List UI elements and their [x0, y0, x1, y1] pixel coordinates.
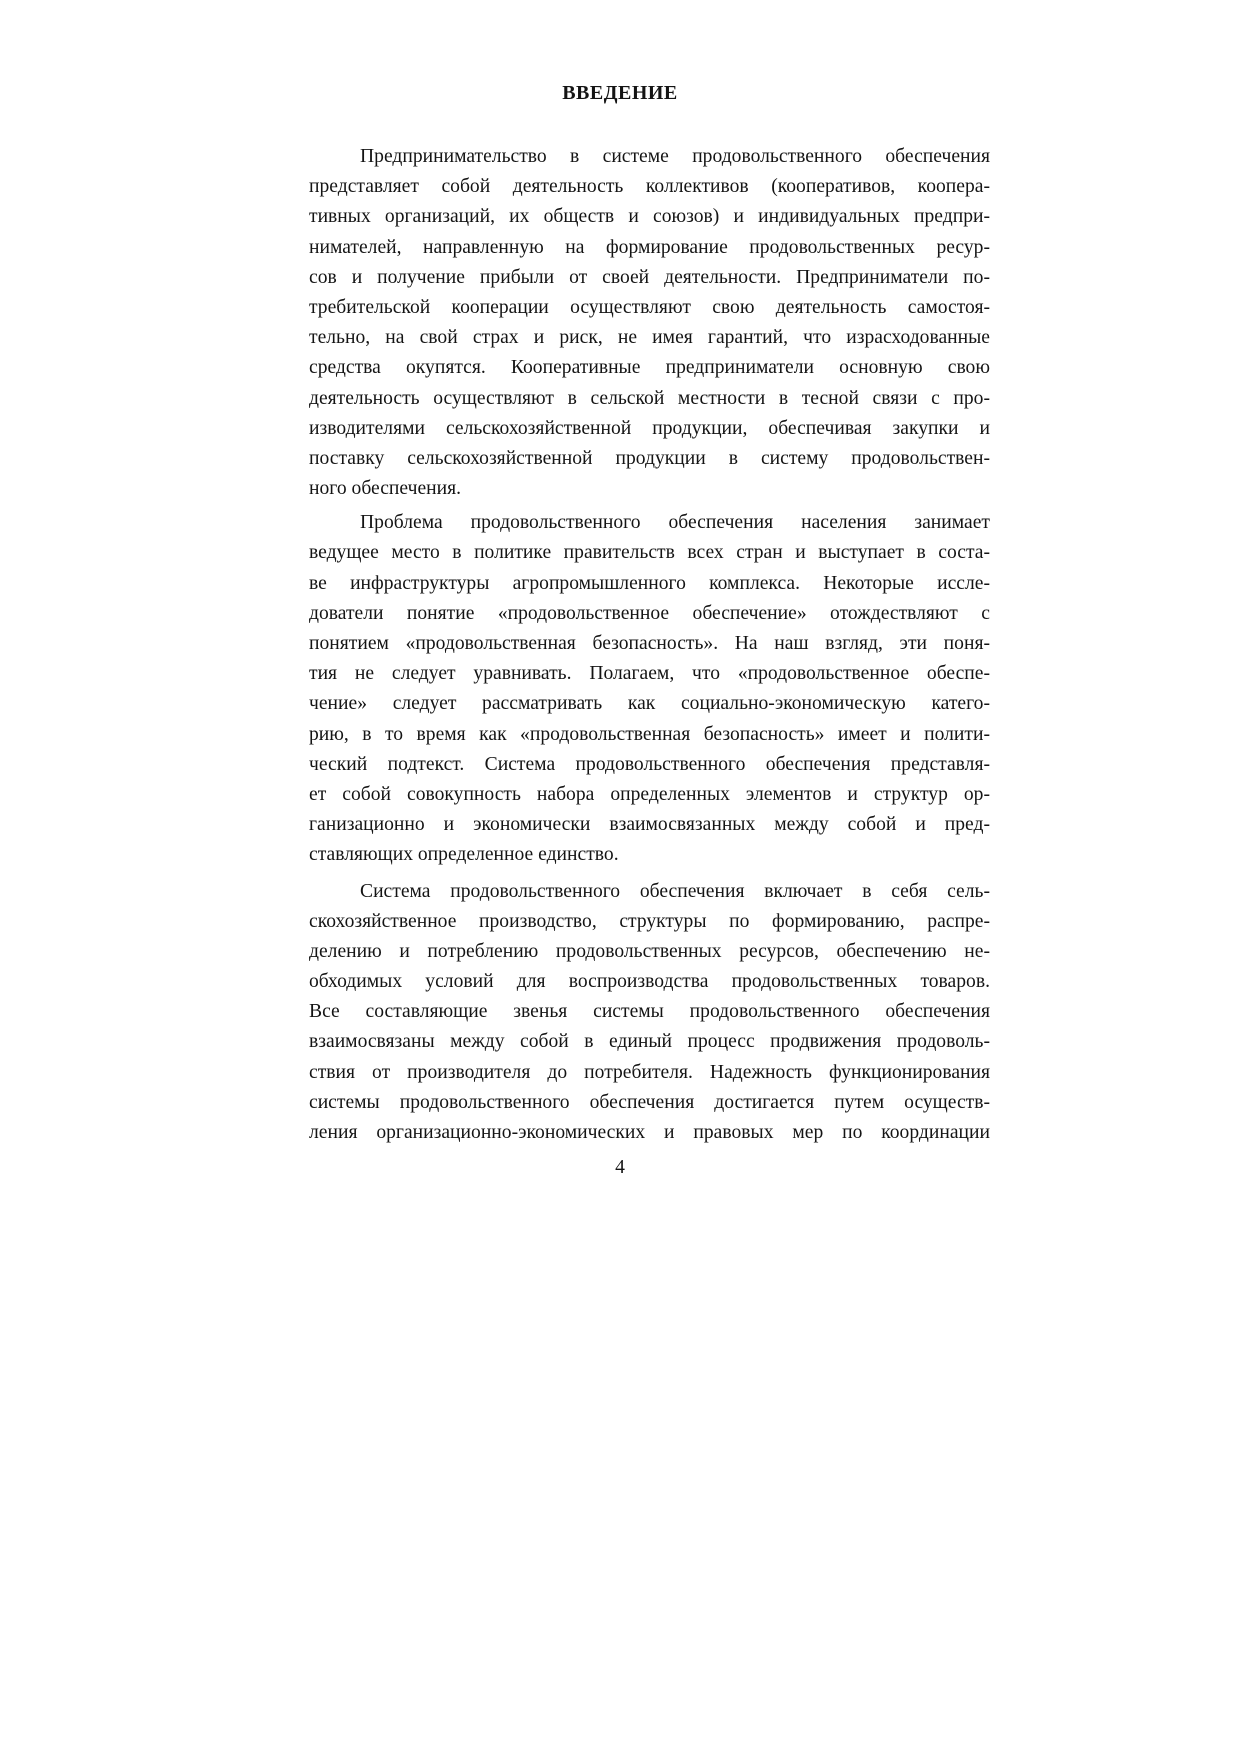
text-line: представляет собой деятельность коллективов (кооперативов, коопера-: [309, 176, 990, 198]
text-line: средства окупятся. Кооперативные предприниматели основную свою: [309, 357, 990, 379]
text-line: изводителями сельскохозяйственной продукции, обеспечивая закупки и: [309, 417, 990, 439]
text-line: Все составляющие звенья системы продовольственного обеспечения: [309, 1001, 990, 1023]
text-line: нимателей, направленную на формирование продовольственных ресур-: [309, 236, 990, 258]
text-line: ведущее место в политике правительств всех стран и выступает в соста-: [309, 542, 990, 564]
text-line: тивных организаций, их обществ и союзов) и индивидуальных предпри-: [309, 206, 990, 228]
text-line: тия не следует уравнивать. Полагаем, что «продовольственное обеспе-: [309, 663, 990, 685]
text-line: тельно, на свой страх и риск, не имея гарантий, что израсходованные: [309, 327, 990, 349]
body-text: [309, 142, 990, 1148]
paragraph: [309, 508, 990, 870]
text-line: ве инфраструктуры агропромышленного комплекса. Некоторые иссле-: [309, 572, 990, 594]
text-line: требительской кооперации осуществляют свою деятельность самостоя-: [309, 296, 990, 318]
text-line: обходимых условий для воспроизводства продовольственных товаров.: [309, 971, 990, 993]
text-line: Предпринимательство в системе продовольственного обеспечения: [360, 146, 990, 167]
text-line: ет собой совокупность набора определенных элементов и структур ор-: [309, 783, 990, 805]
text-line: ствия от производителя до потребителя. Надежность функционирования: [309, 1061, 990, 1083]
page-title: ВВЕДЕНИЕ: [562, 82, 678, 104]
text-line: рию, в то время как «продовольственная безопасность» имеет и полити-: [309, 723, 990, 745]
text-line: ганизационно и экономически взаимосвязанных между собой и пред-: [309, 814, 990, 836]
paragraph: [309, 877, 990, 1149]
text-line: ставляющих определенное единство.: [309, 844, 619, 866]
text-line: скохозяйственное производство, структуры по формированию, распре-: [309, 910, 990, 932]
text-line: ческий подтекст. Система продовольственного обеспечения представля-: [309, 753, 990, 775]
text-line: ного обеспечения.: [309, 478, 462, 500]
paragraph: [309, 142, 990, 504]
text-line: ления организационно-экономических и правовых мер по координации: [309, 1122, 990, 1143]
text-line: взаимосвязаны между собой в единый процесс продвижения продоволь-: [309, 1031, 990, 1053]
text-line: Проблема продовольственного обеспечения населения занимает: [360, 512, 990, 534]
text-line: системы продовольственного обеспечения достигается путем осуществ-: [309, 1091, 990, 1113]
text-line: Система продовольственного обеспечения включает в себя сель-: [360, 880, 990, 902]
text-line: понятием «продовольственная безопасность». На наш взгляд, эти поня-: [309, 633, 990, 654]
text-line: чение» следует рассматривать как социально-экономическую катего-: [309, 693, 990, 715]
text-line: делению и потреблению продовольственных ресурсов, обеспечению не-: [309, 940, 990, 962]
text-line: поставку сельскохозяйственной продукции в систему продовольствен-: [309, 447, 990, 469]
page-number: 4: [615, 1157, 625, 1178]
text-line: сов и получение прибыли от своей деятельности. Предприниматели по-: [309, 266, 990, 288]
text-line: деятельность осуществляют в сельской местности в тесной связи с про-: [309, 387, 990, 409]
text-line: дователи понятие «продовольственное обеспечение» отождествляют с: [309, 602, 990, 624]
